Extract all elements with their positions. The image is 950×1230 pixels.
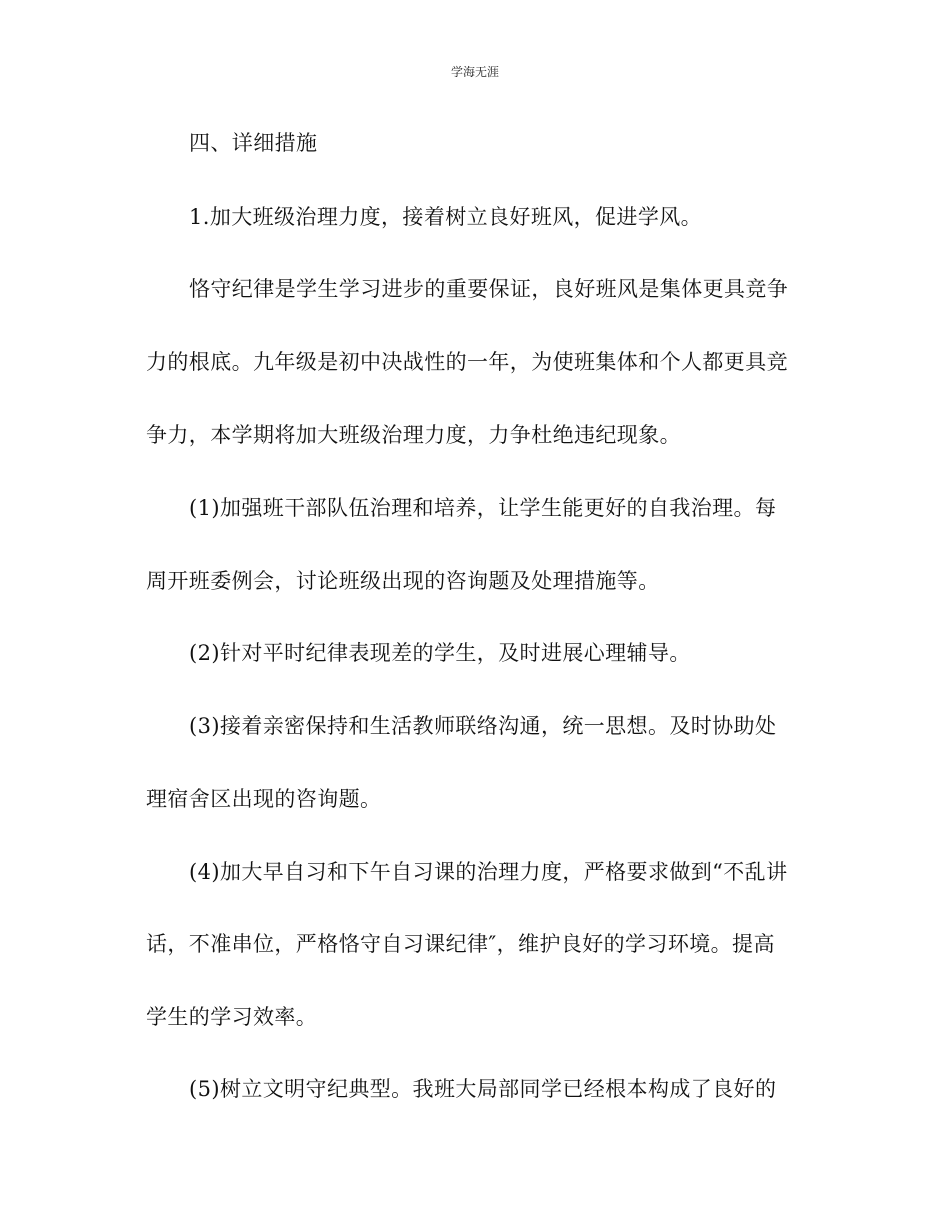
point-4-line-3: 学生的学习效率。 (146, 1005, 318, 1029)
paragraph-1-line-3: 争力，本学期将加大班级治理力度，力争杜绝违纪现象。 (146, 423, 681, 447)
item-1-title: 1.加大班级治理力度，接着树立良好班风，促进学风。 (189, 205, 703, 229)
point-1-line-1: (1)加强班干部队伍治理和培养，让学生能更好的自我治理。每 (189, 496, 777, 520)
point-3-line-2: 理宿舍区出现的咨询题。 (146, 787, 382, 811)
point-2-line-1: (2)针对平时纪律表现差的学生，及时进展心理辅导。 (189, 641, 691, 665)
point-1-line-2: 周开班委例会，讨论班级出现的咨询题及处理措施等。 (146, 569, 660, 593)
page-header: 学海无涯 (450, 65, 499, 79)
point-4-line-1: (4)加大早自习和下午自习课的治理力度，严格要求做到“不乱讲 (189, 860, 788, 884)
point-5-line-1: (5)树立文明守纪典型。我班大局部同学已经根本构成了良好的 (189, 1077, 777, 1101)
paragraph-1-line-1: 恪守纪律是学生学习进步的重要保证，良好班风是集体更具竞争 (189, 277, 789, 301)
section-heading: 四、详细措施 (189, 131, 318, 155)
paragraph-1-line-2: 力的根底。九年级是初中决战性的一年，为使班集体和个人都更具竞 (146, 350, 788, 374)
point-4-line-2: 话，不准串位，严格恪守自习课纪律″，维护良好的学习环境。提高 (146, 932, 775, 956)
point-3-line-1: (3)接着亲密保持和生活教师联络沟通，统一思想。及时协助处 (189, 714, 777, 738)
